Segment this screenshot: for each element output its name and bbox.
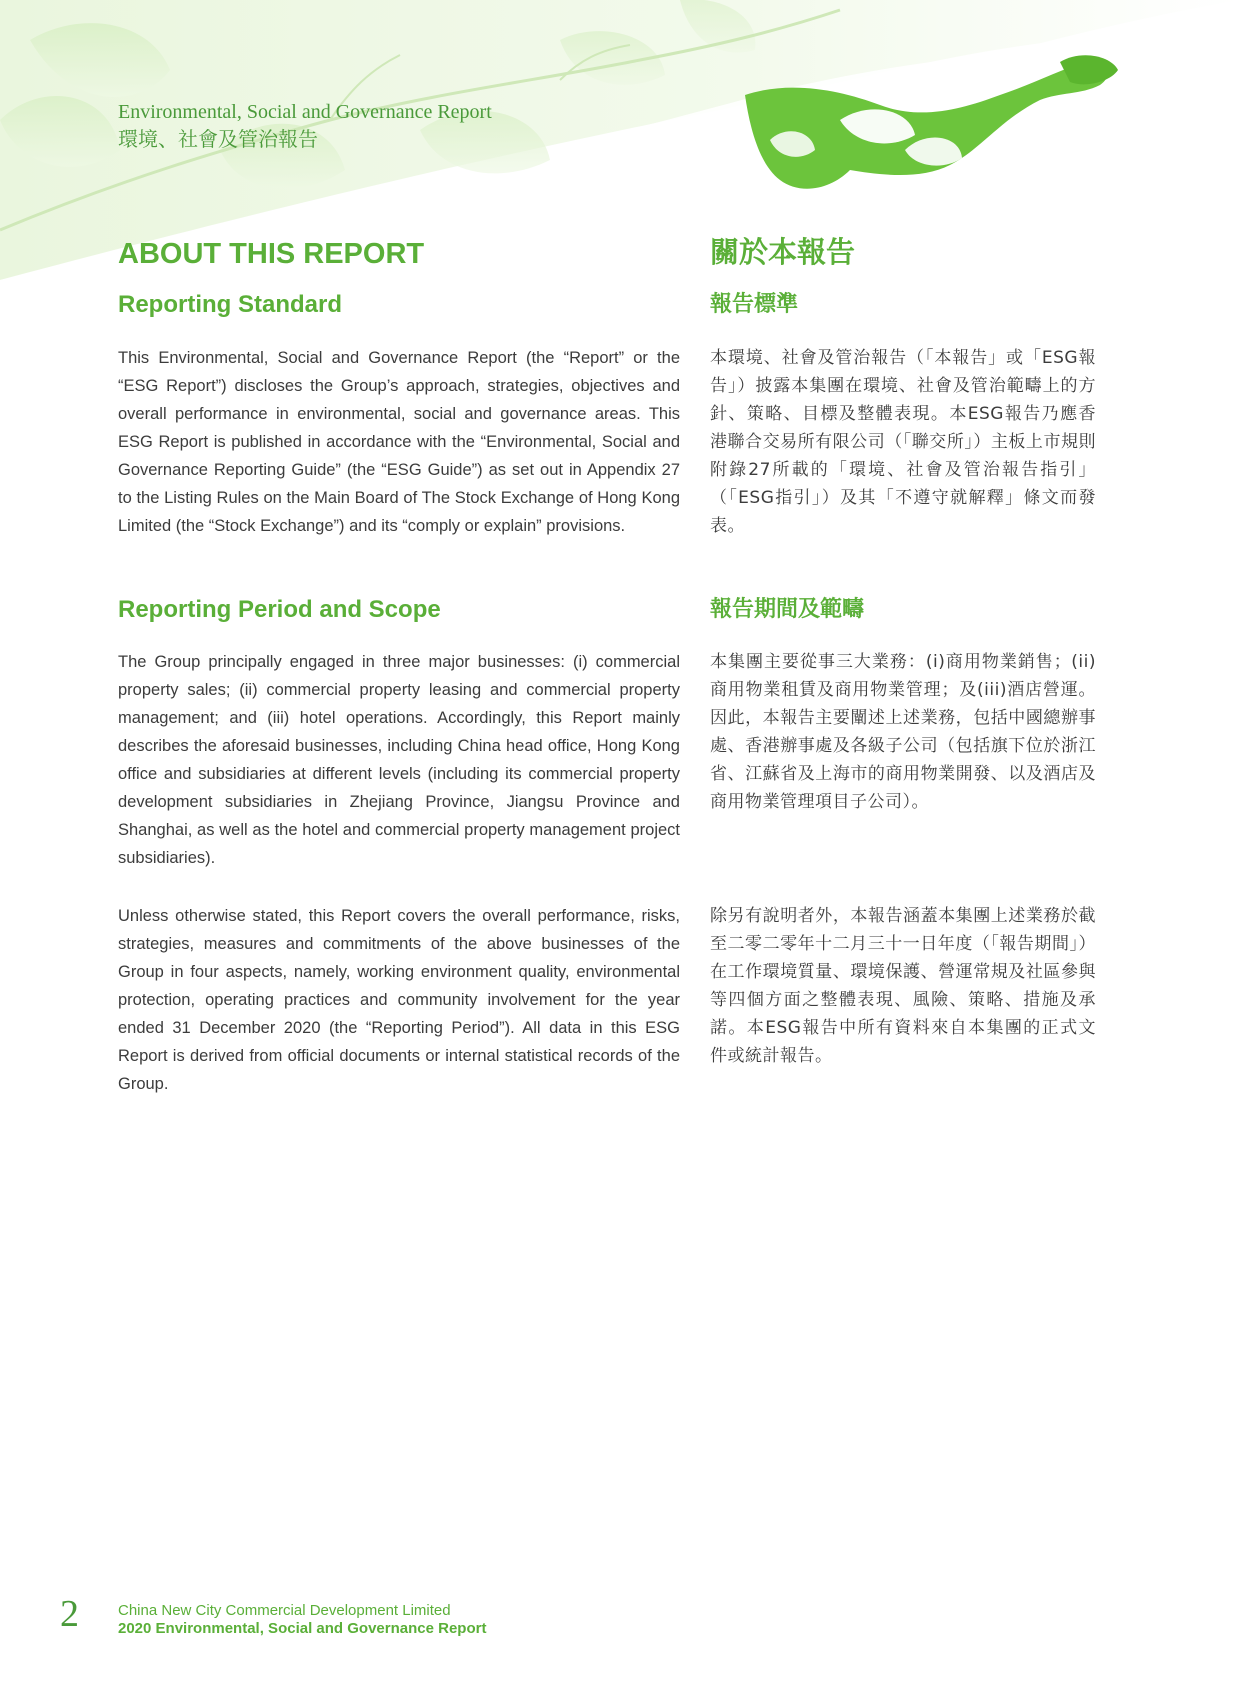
paragraph-zh: 本環境、社會及管治報告（「本報告」或「ESG報告」）披露本集團在環境、社會及管治範疇上的方針、策略、目標及整體表現。本ESG報告乃應香港聯合交易所有限公司（「聯交所」）主板上市規則附錄27所載的「環境、社會及管治報告指引」（「ESG指引」）及其「不遵守就解釋」條文而發表。	[710, 348, 1096, 536]
report-header	[118, 98, 492, 154]
section-body-reporting-standard-en	[118, 344, 680, 540]
main-heading-en: ABOUT THIS REPORT	[118, 238, 425, 270]
section-heading-zh: 報告期間及範疇	[710, 597, 865, 622]
header-title-en: Environmental, Social and Governance Report	[118, 101, 492, 123]
header-title-zh: 環境、社會及管治報告	[118, 129, 318, 151]
main-heading-zh: 關於本報告	[710, 235, 856, 269]
section-heading-period-scope-zh	[710, 595, 1096, 625]
page-number: 2	[60, 1593, 79, 1635]
section-heading-reporting-standard-en	[118, 290, 680, 320]
footer-report-title: 2020 Environmental, Social and Governance Report	[118, 1620, 487, 1637]
section-body-period-scope-zh-2	[710, 902, 1096, 1070]
footer-company-name: China New City Commercial Development Limited	[118, 1602, 451, 1619]
paragraph-en: This Environmental, Social and Governance Report (the “Report” or the “ESG Report”) discloses the Group’s approach, strategies, objectives and overall performance in environmental, social and governance areas. This ESG Report is published in accordance with the “Environmental, Social and Governance Reporting Guide” (the “ESG Guide”) as set out in Appendix 27 to the Listing Rules on the Main Board of The Stock Exchange of Hong Kong Limited (the “Stock Exchange”) and its “comply or explain” provisions.	[118, 349, 680, 535]
paragraph-zh: 除另有說明者外，本報告涵蓋本集團上述業務於截至二零二零年十二月三十一日年度（「報告期間」）在工作環境質量、環境保護、營運常規及社區參與等四個方面之整體表現、風險、策略、措施及承諾。本ESG報告中所有資料來自本集團的正式文件或統計報告。	[710, 906, 1096, 1066]
section-heading-en: Reporting Period and Scope	[118, 596, 441, 623]
section-heading-reporting-standard-zh	[710, 290, 1096, 320]
paragraph-en: Unless otherwise stated, this Report covers the overall performance, risks, strategies, measures and commitments of the above businesses of the Group in four aspects, namely, working environment quality, environmental protection, operating practices and community involvement for the year ended 31 December 2020 (the “Reporting Period”). All data in this ESG Report is derived from official documents or internal statistical records of the Group.	[118, 907, 680, 1093]
paragraph-en: The Group principally engaged in three major businesses: (i) commercial property sales; (ii) commercial property leasing and commercial property management; and (iii) hotel operations. Accordingly, this Report mainly describes the aforesaid businesses, including China head office, Hong Kong office and subsidiaries at different levels (including its commercial property development subsidiaries in Zhejiang Province, Jiangsu Province and Shanghai, as well as the hotel and commercial property management project subsidiaries).	[118, 653, 680, 867]
section-body-period-scope-en-2	[118, 902, 680, 1098]
paragraph-zh: 本集團主要從事三大業務：(i)商用物業銷售；(ii)商用物業租賃及商用物業管理；及(iii)酒店營運。因此，本報告主要闡述上述業務，包括中國總辦事處、香港辦事處及各級子公司（包括旗下位於浙江省、江蘇省及上海市的商用物業開發、以及酒店及商用物業管理項目子公司）。	[710, 652, 1096, 812]
section-heading-period-scope-en	[118, 595, 680, 625]
section-body-period-scope-zh	[710, 648, 1096, 816]
section-body-period-scope-en	[118, 648, 680, 872]
section-body-reporting-standard-zh	[710, 344, 1096, 540]
chinese-main-heading-block	[710, 234, 1096, 270]
section-heading-zh: 報告標準	[710, 292, 799, 317]
english-main-heading-block	[118, 236, 680, 272]
section-heading-en: Reporting Standard	[118, 291, 343, 318]
